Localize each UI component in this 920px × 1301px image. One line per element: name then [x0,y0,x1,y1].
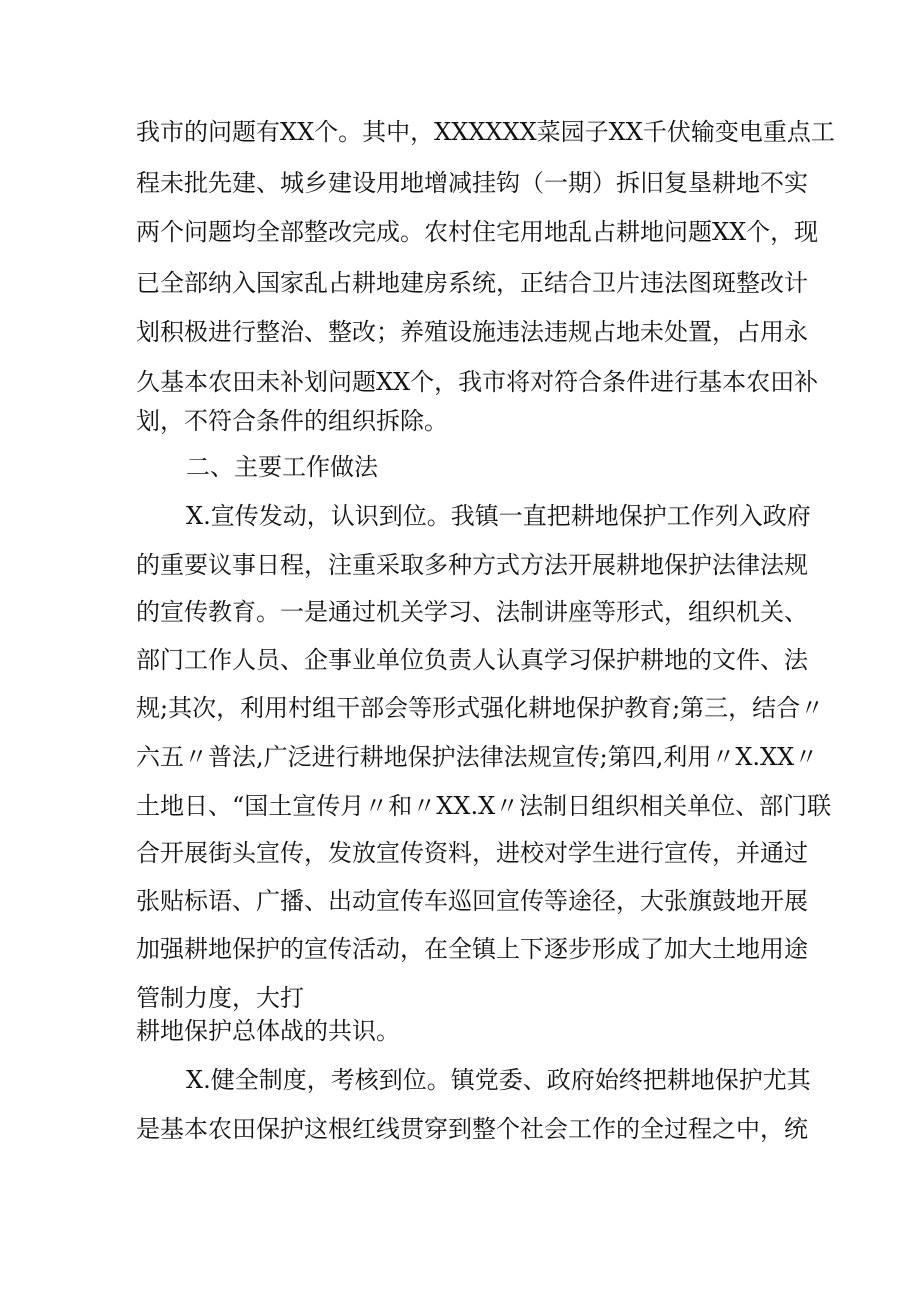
body-text-line: 是基本农田保护这根红线贯穿到整个社会工作的全过程之中，统 [136,1115,808,1143]
body-text-line: 的重要议事日程，注重采取多种方式方法开展耕地保护法律法规 [136,551,808,579]
body-text-line: 久基本农田未补划问题XX个，我市将对符合条件进行基本农田补 [136,368,819,396]
body-text-line: 已全部纳入国家乱占耕地建房系统，正结合卫片违法图斑整改计 [136,269,808,297]
body-text-line: 规;其次，利用村组干部会等形式强化耕地保护教育;第三，结合〃 [136,694,825,722]
body-text-line: 我市的问题有XX个。其中，XXXXXX菜园子XX千伏输变电重点工 [136,118,835,146]
body-text-line: 两个问题均全部整改完成。农村住宅用地乱占耕地问题XX个，现 [136,218,819,246]
body-text-line: 张贴标语、广播、出动宣传车巡回宣传等途径，大张旗鼓地开展 [136,887,808,915]
body-text-line: 划，不符合条件的组织拆除。 [136,407,448,435]
body-text-line: 部门工作人员、企事业单位负责人认真学习保护耕地的文件、法 [136,646,808,674]
paragraph-first-line: X.健全制度，考核到位。镇党委、政府始终把耕地保护尤其 [186,1066,811,1094]
body-text-line: 程未批先建、城乡建设用地增减挂钩（一期）拆旧复垦耕地不实 [136,169,808,197]
body-text-line: 加强耕地保护的宣传活动，在全镇上下逐步形成了加大土地用途 [136,935,808,963]
body-text-line: 划积极进行整治、整改；养殖设施违法违规占地未处置，占用永 [136,318,808,346]
body-text-line: 管制力度，大打 [136,984,304,1012]
body-text-line: 耕地保护总体战的共识。 [136,1017,400,1045]
body-text-line: 的宣传教育。一是通过机关学习、法制讲座等形式，组织机关、 [136,598,808,626]
body-text-line: 合开展街头宣传，发放宣传资料，进校对学生进行宣传，并通过 [136,839,808,867]
section-heading: 二、主要工作做法 [186,453,378,481]
body-text-line: 六五〃普法,广泛进行耕地保护法律法规宣传;第四,利用〃X.XX〃 [136,743,819,771]
body-text-line: 土地日、“国土宣传月〃和〃XX.X〃法制日组织相关单位、部门联 [136,792,832,820]
paragraph-first-line: X.宣传发动，认识到位。我镇一直把耕地保护工作列入政府 [186,502,811,530]
